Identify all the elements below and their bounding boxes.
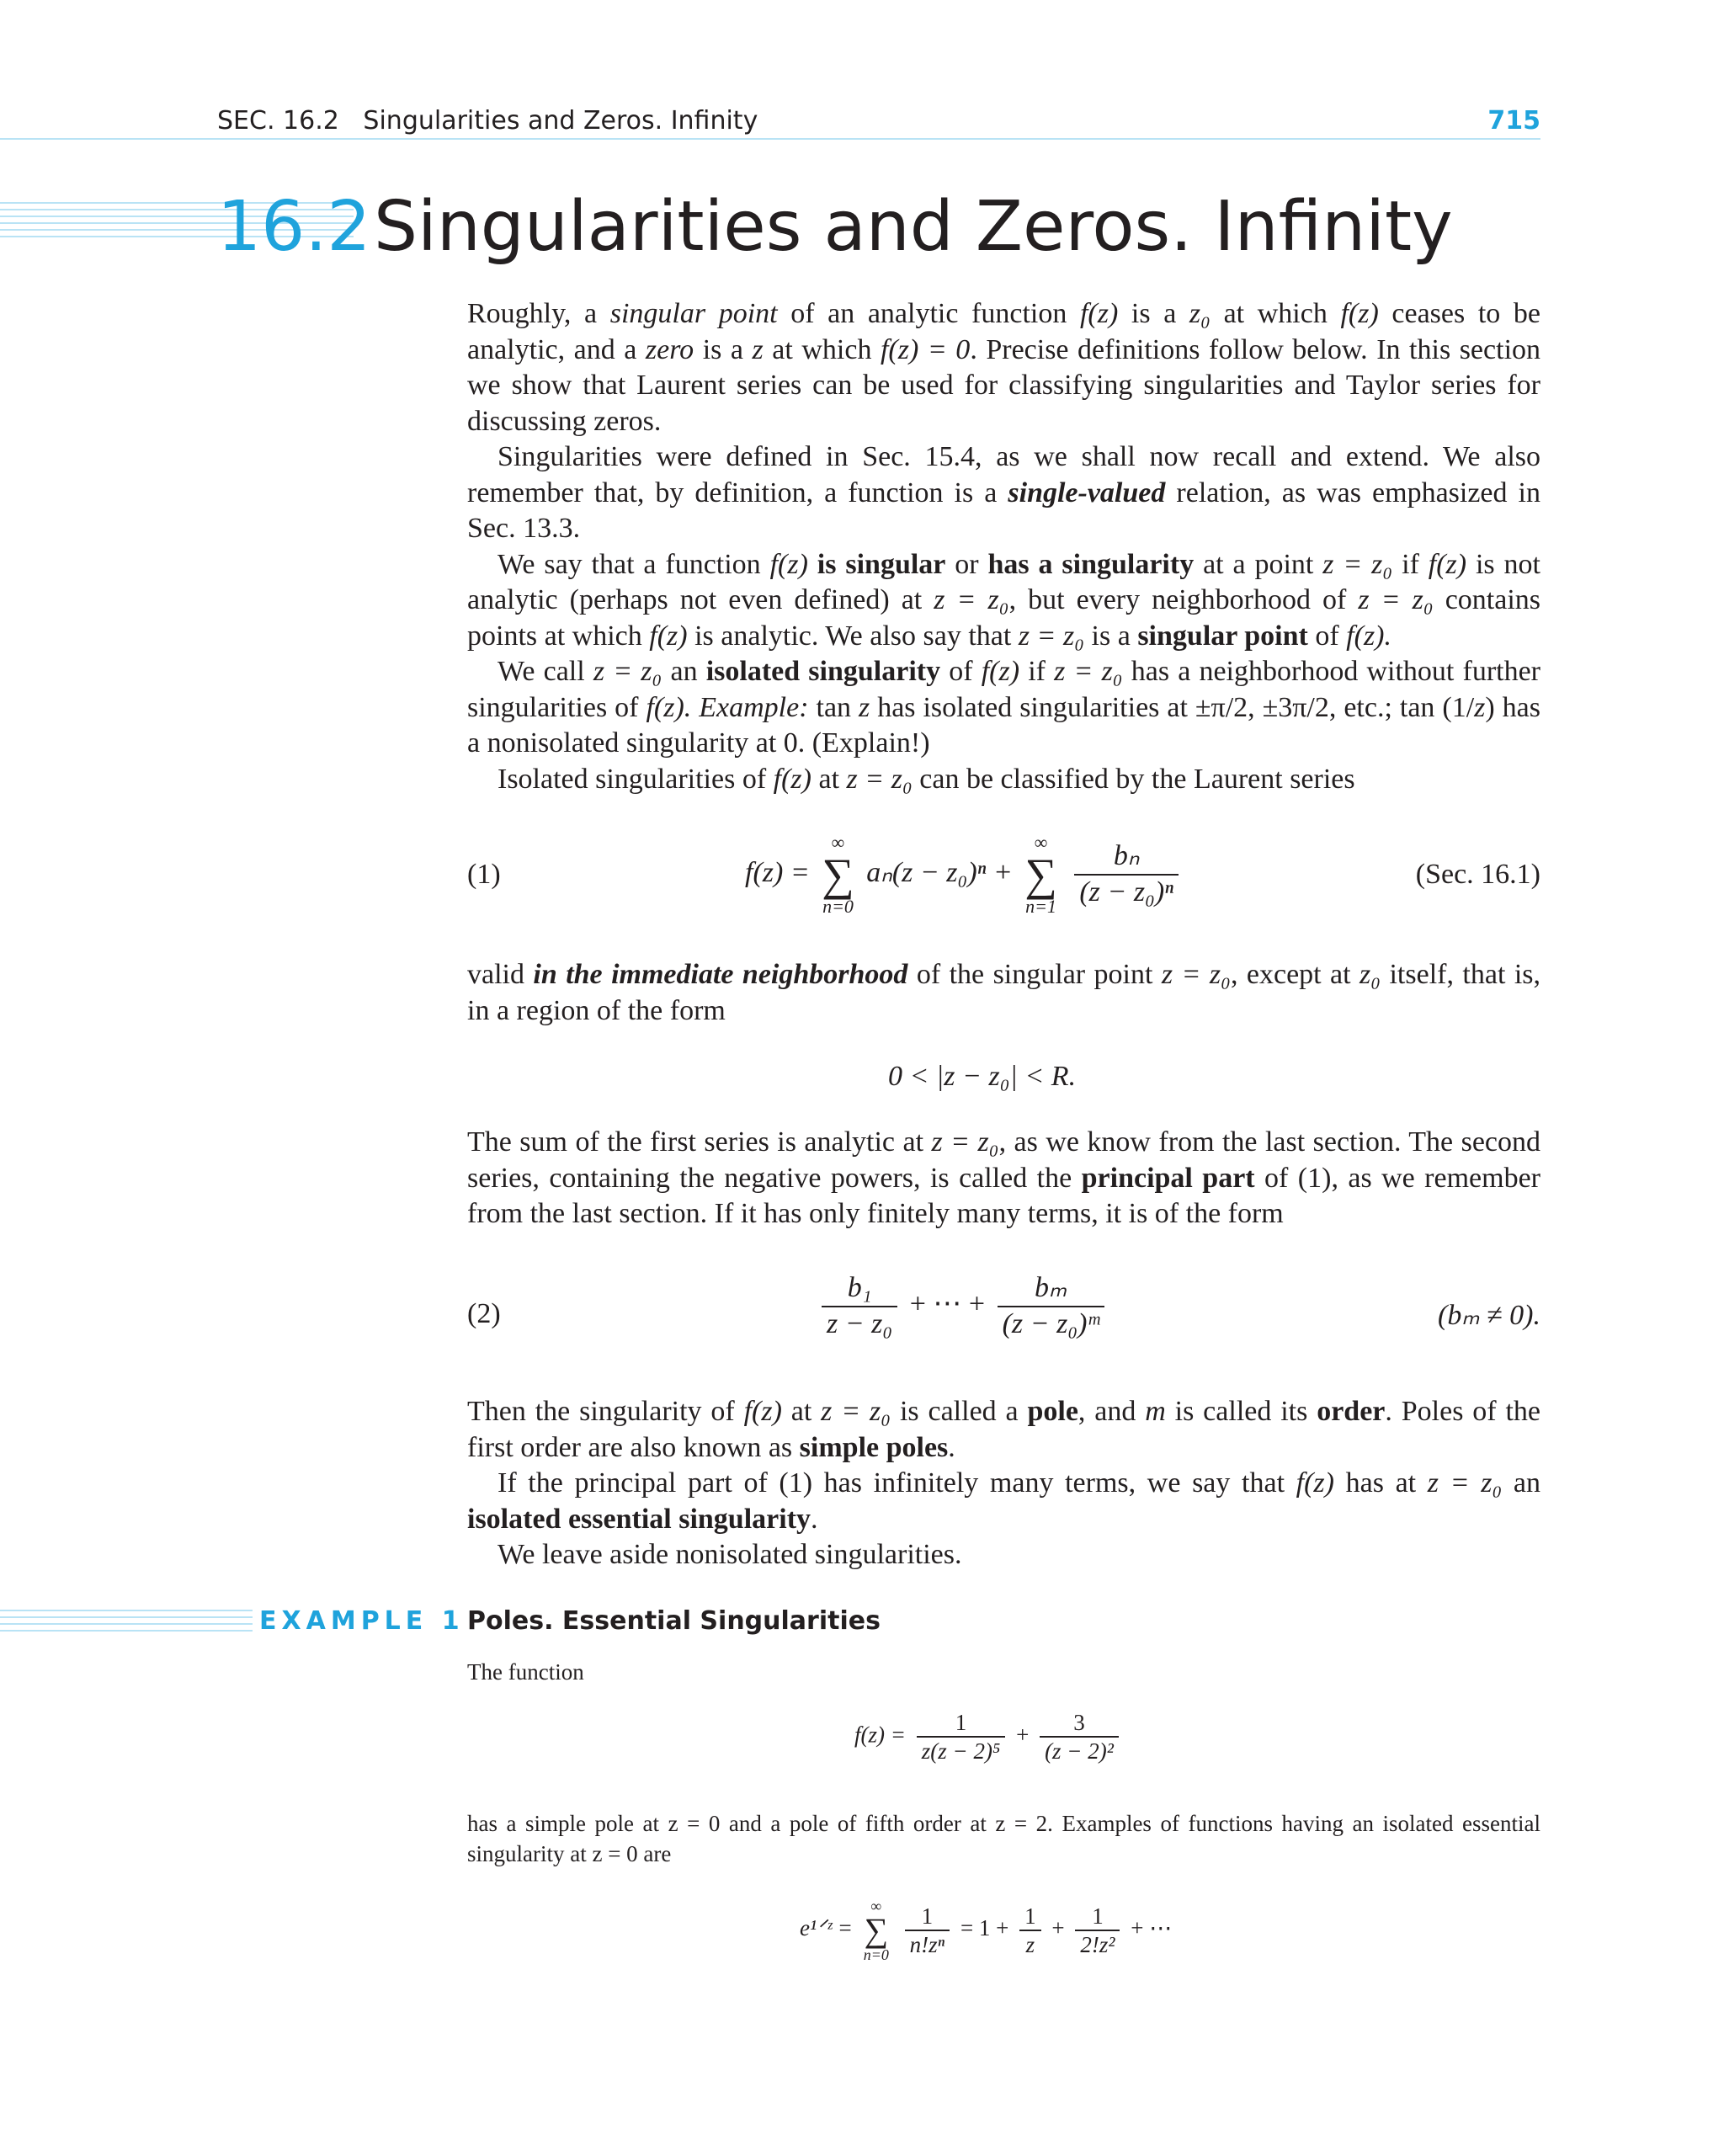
example-label: EXAMPLE 1 [253,1606,465,1636]
paragraph-7: The sum of the first series is analytic at z = z₀, as we know from the last section. The second series, containing the negative powers, is called the principal part of (1), as we remember from the last section. If it has only finitely many terms, it is of the form [467,1126,1541,1229]
paragraph-1: Roughly, a singular point of an analytic function f(z) is a z₀ at which f(z) ceases to be analytic, and a zero is a z at which f(z) = 0. Precise definitions follow below. In this section we show that Laurent series can be used for classifying singularities and Taylor series for discussing zeros. [467,298,1541,437]
region-inequality: 0 < |z − z₀| < R. [888,1061,1077,1092]
paragraph-9: If the principal part of (1) has infinitely many terms, we say that f(z) has at z = z₀ an isolated essential singularity. [467,1467,1541,1535]
sum-2: ∞ ∑ n=1 [1024,832,1057,917]
paragraph-8: Then the singularity of f(z) at z = z₀ is called a pole, and m is called its order. Poles of the first order are also known as simple poles. [467,1396,1540,1463]
fraction-bn: $\frac{\text{bₙ}}{\text{(z − z₀)ⁿ}}$ [1074,839,1179,910]
paragraph-2: Singularities were defined in Sec. 15.4, as we shall now recall and extend. We also remember that, by definition, a function is a single-valued relation, as was emphasized in Sec. 13.3. [467,441,1540,544]
header-rule [0,138,1540,140]
equation-2-condition: (bₘ ≠ 0). [1438,1300,1540,1331]
section-title: Singularities and Zeros. Infinity [374,187,1453,267]
fraction-n-factorial: $\frac{1}{\text{n!zⁿ}}$ [905,1903,950,1959]
paragraph-5: Isolated singularities of f(z) at z = z₀ can be classified by the Laurent series [498,763,1355,795]
paragraph-6: valid in the immediate neighborhood of the singular point z = z₀, except at z₀ itself, that is, in a region of the form [467,959,1540,1026]
laurent-series: f(z) = ∞ ∑ n=0 aₙ(z − z₀)ⁿ + ∞ ∑ n=1 $\frac{\text{bₙ}}{\text{(z − z₀)ⁿ}}$ [745,833,1184,916]
example-title: Poles. Essential Singularities [467,1606,881,1636]
equation-1 [467,833,1540,934]
body-text-4 [467,1394,1540,1573]
fraction-simple-pole: $\frac{1}{\text{z(z − 2)⁵}}$ [917,1709,1006,1765]
principal-part: $\frac{\text{b₁}}{\text{z − z₀}}$ + ⋯ + $\frac{\text{bₘ}}{\text{(z − z₀)ᵐ}}$ [817,1271,1109,1342]
equation-1-ref: (Sec. 16.1) [1415,859,1540,890]
equation-2 [467,1271,1540,1364]
example-intro: The function [467,1659,584,1685]
equation-2-tag: (2) [467,1298,501,1329]
fraction-1-over-2z2: $\frac{1}{\text{2!z²}}$ [1075,1903,1120,1959]
fraction-double-pole: $\frac{3}{\text{(z − 2)²}}$ [1040,1709,1119,1765]
running-head: SEC. 16.2 Singularities and Zeros. Infinity [217,106,758,136]
example-function: f(z) = $\frac{1}{\text{z(z − 2)⁵}}$ + $\frac{3}{\text{(z − 2)²}}$ [854,1709,1124,1765]
fraction-1-over-z: $\frac{1}{z}$ [1019,1903,1041,1959]
paragraph-3: We say that a function f(z) is singular or has a singularity at a point z = z₀ if f(z) is not analytic (perhaps not even defined) at z = z₀, but every neighborhood of z = z₀ contains points at which f(z) is analytic. We also say that z = z₀ is a singular point of f(z). [467,548,1541,652]
fraction-bm: $\frac{\text{bₘ}}{\text{(z − z₀)ᵐ}}$ [998,1271,1104,1342]
paragraph-4: We call z = z₀ an isolated singularity of f(z) if z = z₀ has a neighborhood without further singularities of f(z). Example: tan z has isolated singularities at ±π/2, ±3π/2, etc.; tan (1/z) has a nonisolated singularity at 0. (Explain!) [467,656,1540,759]
equation-1-tag: (1) [467,859,501,890]
body-text-2 [467,957,1540,1029]
sum-exp: ∞ ∑ n=0 [863,1898,889,1963]
section-number: 16.2 [217,187,371,267]
paragraph-10: We leave aside nonisolated singularities. [498,1539,962,1570]
sum-1: ∞ ∑ n=0 [822,832,854,917]
example-exponential-series: e¹ᐟᶻ = ∞ ∑ n=0 $\frac{1}{\text{n!zⁿ}}$ = 1 + $\frac{1}{z}$ + $\frac{1}{\text{2!z²}}$ + ⋯ [800,1898,1173,1963]
page-number: 715 [1487,106,1540,136]
fraction-b1: $\frac{\text{b₁}}{\text{z − z₀}}$ [822,1271,897,1342]
body-text-1 [467,296,1540,797]
example-after: has a simple pole at z = 0 and a pole of fifth order at z = 2. Examples of functions having an isolated essential singularity at z = 0 are [467,1811,1540,1866]
body-text-3 [467,1125,1540,1232]
